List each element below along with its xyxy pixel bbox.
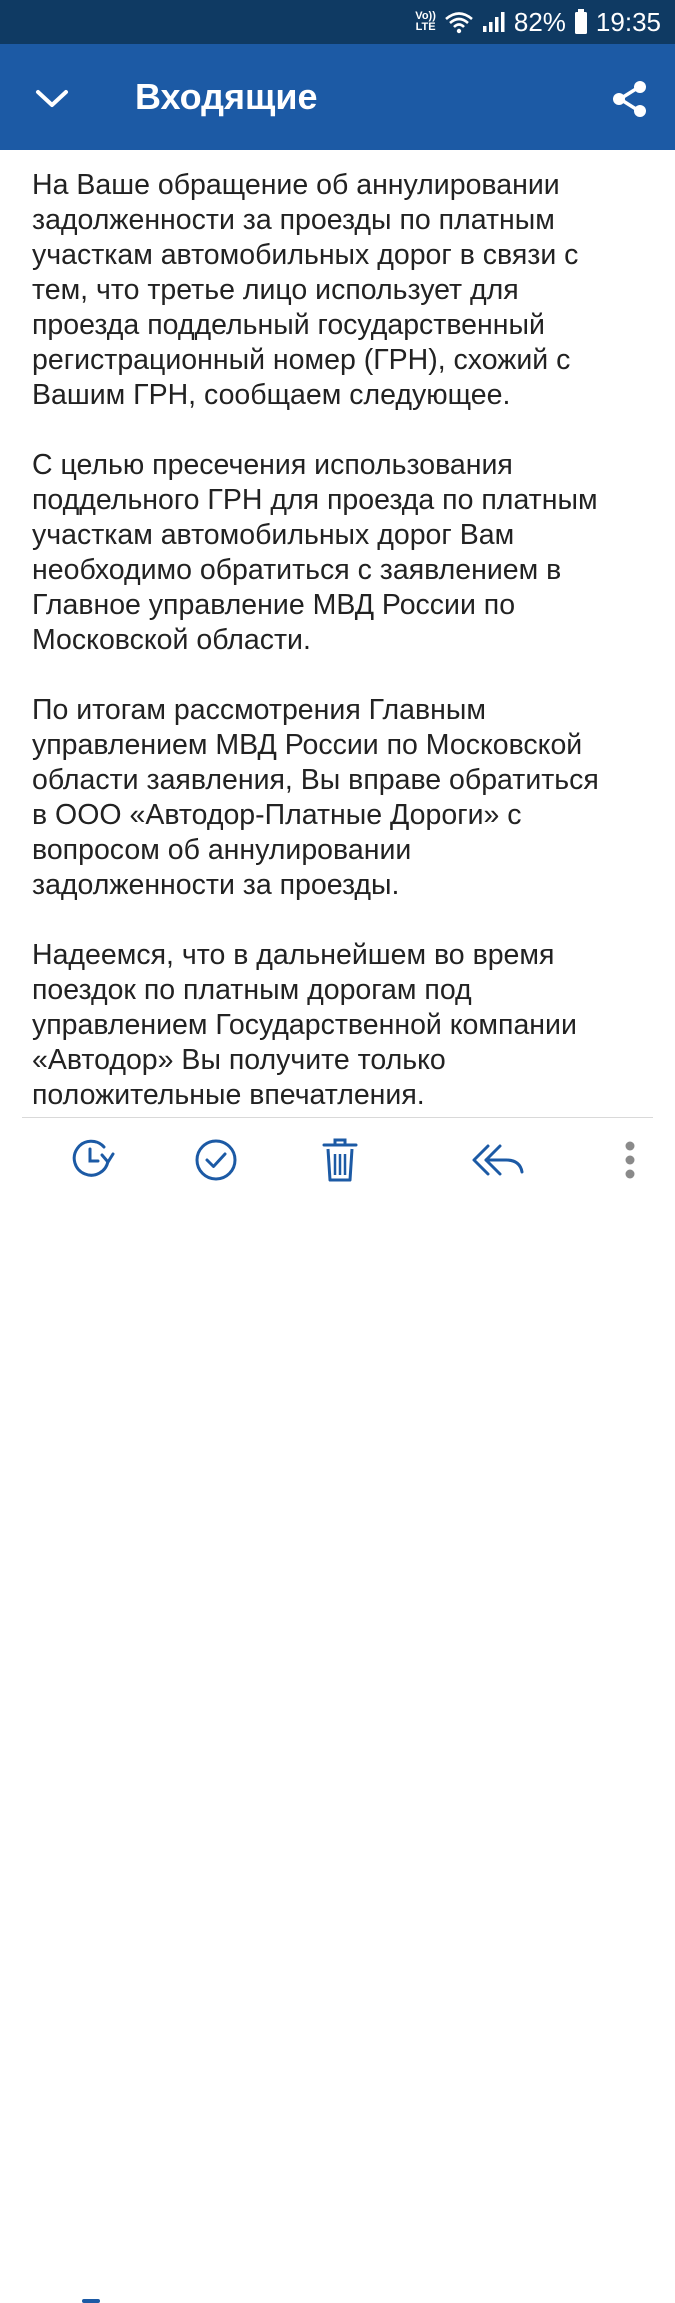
page-title: Входящие — [135, 76, 318, 117]
check-circle-icon — [193, 1137, 239, 1183]
delete-button[interactable] — [312, 1132, 368, 1188]
message-paragraph: На Ваше обращение об аннулировании задолженности за проезды по платным участкам автомобильных дорог в связи с тем, что третье лицо использует для проезда поддельный государственный регистрационный номер (ГРН), схожий с Вашим ГРН, сообщаем следующее. — [32, 169, 579, 411]
message-paragraph: По итогам рассмотрения Главным управлением МВД России по Московской области заявления, Вы вправе обратиться в ООО «Автодор-Платные Дороги» с вопросом об аннулировании задолженности за проезды. — [32, 694, 599, 901]
status-indicators — [415, 0, 661, 44]
battery-percent: 82% — [513, 6, 566, 37]
battery-icon — [574, 9, 588, 35]
signal-icon — [482, 10, 506, 34]
share-icon — [611, 80, 647, 118]
status-bar — [0, 0, 675, 44]
message-paragraph: Надеемся, что в дальнейшем во время поездок по платным дорогам под управлением Государственной компании «Автодор» Вы получите только положительные впечатления. — [32, 939, 577, 1111]
snooze-button[interactable] — [63, 1132, 119, 1188]
message-paragraph: С целью пресечения использования поддельного ГРН для проезда по платным участкам автомобильных дорог Вам необходимо обратиться с заявлением в Главное управление МВД России по Московской области. — [32, 449, 598, 656]
volte-label: Vo)) — [415, 10, 436, 22]
more-vertical-icon — [624, 1140, 636, 1180]
reply-all-button[interactable] — [470, 1132, 526, 1188]
chevron-down-icon — [35, 88, 69, 110]
volte-indicator — [415, 11, 436, 33]
message-body — [32, 168, 642, 1118]
trash-icon — [320, 1136, 360, 1184]
bottom-toolbar — [0, 1118, 675, 1200]
lte-label: LTE — [415, 21, 436, 33]
collapse-button[interactable] — [30, 77, 74, 121]
app-bar — [0, 44, 675, 150]
wifi-icon — [444, 10, 474, 34]
snooze-clock-icon — [66, 1135, 116, 1185]
reply-all-icon — [470, 1140, 526, 1180]
mark-done-button[interactable] — [188, 1132, 244, 1188]
share-button[interactable] — [607, 77, 651, 121]
clock: 19:35 — [595, 6, 661, 37]
more-button[interactable] — [602, 1132, 658, 1188]
active-indicator — [82, 2299, 100, 2303]
